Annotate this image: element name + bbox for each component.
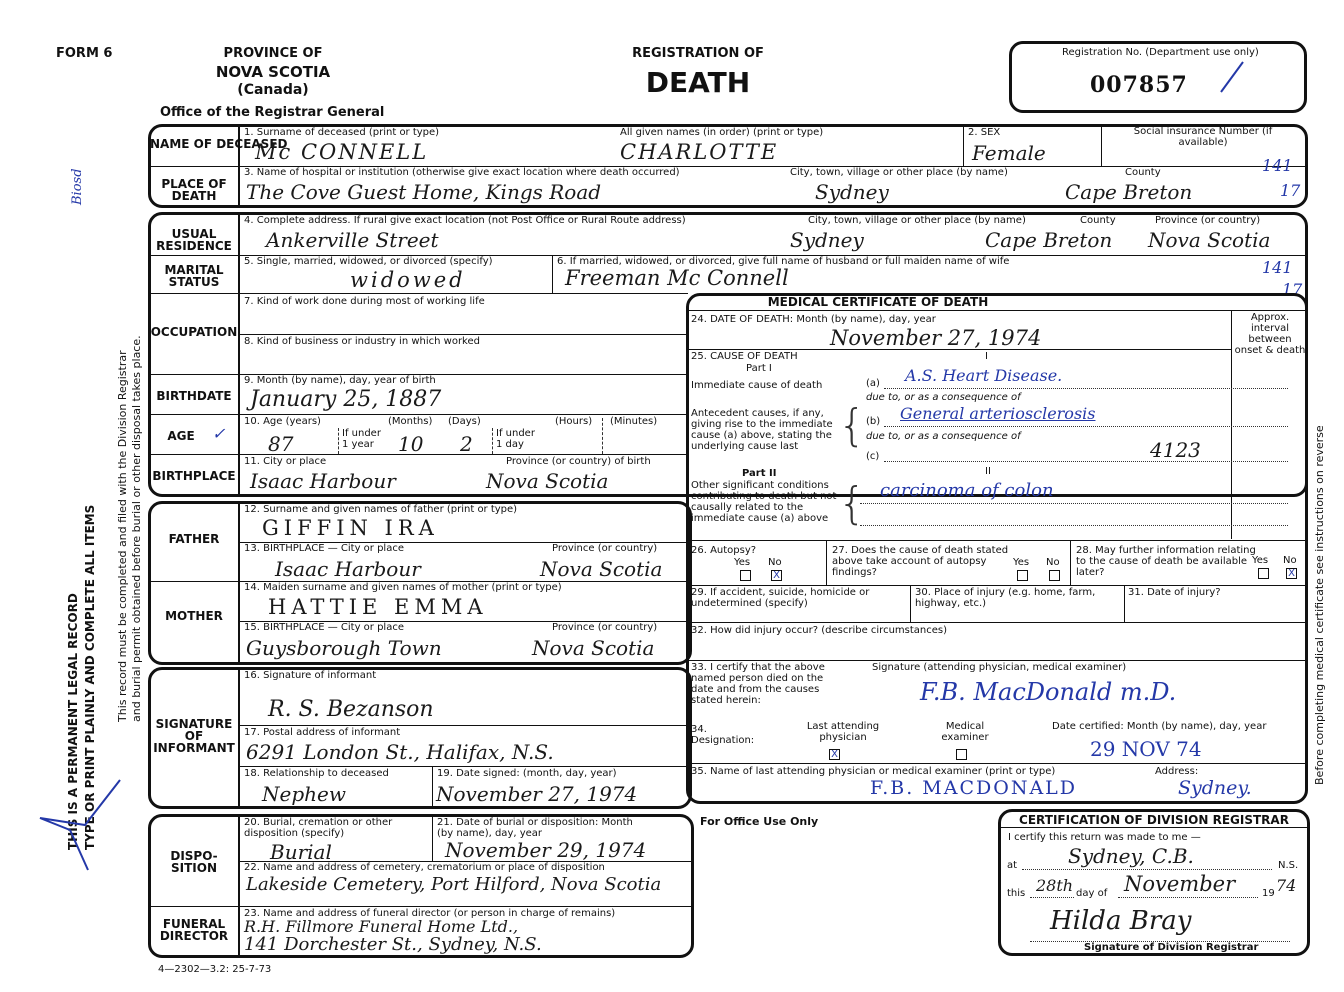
label-findings-no: No: [1046, 557, 1060, 568]
value-age-months: 10: [398, 432, 424, 456]
value-death-county: Cape Breton: [1065, 180, 1193, 204]
label-certify-return: I certify this return was made to me —: [1008, 832, 1201, 843]
label-further-yes: Yes: [1252, 555, 1269, 566]
label-interval: Approx. interval between onset & death: [1234, 312, 1306, 356]
label-due1: due to, or as a consequence of: [866, 392, 1021, 403]
label-date-injury: 31. Date of injury?: [1128, 587, 1221, 598]
checkbox-findings-no[interactable]: [1049, 570, 1060, 581]
value-residence-province: Nova Scotia: [1148, 228, 1271, 252]
form-number: FORM 6: [56, 46, 113, 61]
checkbox-medical-examiner[interactable]: [956, 749, 967, 760]
division-registrar-title: CERTIFICATION OF DIVISION REGISTRAR: [1019, 813, 1289, 827]
label-day-of: day of: [1076, 888, 1108, 899]
label-hospital: 3. Name of hospital or institution (otherwise give exact location where death occurred): [244, 167, 680, 178]
label-physician-signature: Signature (attending physician, medical examiner): [872, 662, 1127, 673]
document-title: DEATH: [645, 66, 751, 99]
office-title: Office of the Registrar General: [160, 105, 385, 120]
label-industry: 8. Kind of business or industry in which worked: [244, 336, 480, 347]
side-permanent-record: THIS IS A PERMANENT LEGAL RECORD: [66, 593, 80, 850]
label-office-use: For Office Use Only: [700, 815, 819, 828]
label-funeral: 23. Name and address of funeral director (or person in charge of remains): [244, 908, 616, 919]
label-sin: Social insurance Number (if available): [1133, 126, 1273, 148]
value-age-days: 2: [460, 432, 473, 456]
label-part2: Part II: [742, 468, 777, 479]
label-place-injury: 30. Place of injury (e.g. home, farm, highway, etc.): [915, 587, 1096, 609]
label-due2: due to, or as a consequence of: [866, 431, 1021, 442]
value-residence-city: Sydney: [790, 228, 864, 252]
value-informant-signature: R. S. Bezanson: [268, 697, 434, 722]
section-place-of-death: PLACE OF DEATH: [161, 177, 227, 203]
value-registrar-month: November: [1124, 872, 1236, 896]
value-code-c: 4123: [1150, 438, 1201, 462]
value-funeral-name: R.H. Fillmore Funeral Home Ltd.,: [244, 917, 519, 936]
value-relationship: Nephew: [262, 782, 346, 806]
code-county-1b: 17: [1280, 181, 1301, 200]
label-surname: 1. Surname of deceased (print or type): [244, 127, 440, 138]
label-last-attending: Last attending physician: [806, 721, 880, 743]
label-given-names: All given names (in order) (print or type): [620, 127, 824, 138]
label-residence-city: City, town, village or other place (by name): [808, 215, 1026, 226]
label-disposition: 20. Burial, cremation or other disposition (specify): [244, 817, 393, 839]
value-father-province: Nova Scotia: [540, 557, 663, 581]
age-check-icon: ✓: [212, 424, 226, 443]
margin-scribble-icon: [30, 770, 130, 880]
value-disposition: Burial: [270, 840, 332, 864]
value-cause-a: A.S. Heart Disease.: [905, 366, 1063, 385]
value-date-certified: 29 NOV 74: [1090, 737, 1202, 761]
label-year-prefix: 19: [1262, 888, 1275, 899]
label-sex: 2. SEX: [968, 127, 1001, 138]
label-ns: N.S.: [1278, 860, 1299, 871]
label-under-day: If under 1 day: [496, 428, 535, 450]
label-other-conditions: Other significant conditions contributing to death but not causally related to the immediate cause (a) above: [691, 480, 837, 524]
label-age-hours: (Hours): [555, 416, 593, 427]
label-work: 7. Kind of work done during most of working life: [244, 296, 485, 307]
value-birth-province: Nova Scotia: [486, 469, 609, 493]
checkbox-last-attending[interactable]: X: [829, 749, 840, 760]
section-signature-informant: SIGNATURE OF INFORMANT: [153, 717, 235, 755]
label-autopsy-yes: Yes: [734, 557, 751, 568]
value-registrar-signature: Hilda Bray: [1050, 906, 1192, 936]
brace-other-icon: {: [838, 478, 866, 529]
value-age-years: 87: [268, 432, 294, 456]
checkbox-further-yes[interactable]: [1258, 568, 1269, 579]
province-name: NOVA SCOTIA: [215, 63, 331, 81]
value-surname: Mc CONNELL: [255, 140, 429, 164]
value-other-conditions: carcinoma of colon: [880, 480, 1054, 501]
label-c: (c): [866, 451, 880, 462]
label-roman1: I: [985, 351, 988, 362]
label-under-year: If under 1 year: [342, 428, 381, 450]
form-code: 4—2302—3.2: 25-7-73: [158, 964, 272, 975]
side-type-print: TYPE OR PRINT PLAINLY AND COMPLETE ALL ITEMS: [83, 504, 97, 850]
label-birth-city: 11. City or place: [244, 456, 327, 467]
label-date-certified: Date certified: Month (by name), day, year: [1052, 721, 1267, 732]
label-residence-address: 4. Complete address. If rural give exact location (not Post Office or Rural Route address): [244, 215, 686, 226]
value-funeral-address: 141 Dorchester St., Sydney, N.S.: [244, 934, 542, 955]
value-father-city: Isaac Harbour: [275, 557, 421, 581]
label-this: this: [1007, 888, 1026, 899]
value-cemetery: Lakeside Cemetery, Port Hilford, Nova Scotia: [246, 874, 662, 895]
province-of: PROVINCE OF: [223, 46, 323, 61]
value-burial-date: November 29, 1974: [445, 838, 647, 862]
label-burial-date: 21. Date of burial or disposition: Month (by name), day, year: [437, 817, 633, 839]
code-county-2: 141: [1262, 258, 1293, 277]
label-father-birthplace: 13. BIRTHPLACE — City or place: [244, 543, 404, 554]
label-mother-birthplace: 15. BIRTHPLACE — City or place: [244, 622, 404, 633]
section-age: AGE: [167, 429, 195, 443]
check-mark-icon: [1217, 58, 1247, 94]
value-marital: widowed: [350, 268, 466, 292]
section-funeral-director: FUNERAL DIRECTOR: [159, 917, 229, 943]
label-autopsy-findings: 27. Does the cause of death stated above take account of autopsy findings?: [832, 545, 1009, 578]
label-b: (b): [866, 416, 881, 427]
label-findings-yes: Yes: [1013, 557, 1030, 568]
label-division-signature: Signature of Division Registrar: [1084, 942, 1259, 953]
section-birthplace: BIRTHPLACE: [152, 469, 236, 483]
label-informant-address: 17. Postal address of informant: [244, 727, 401, 738]
label-autopsy: 26. Autopsy?: [691, 545, 757, 556]
label-further-no: No: [1283, 555, 1297, 566]
value-birth-city: Isaac Harbour: [250, 469, 396, 493]
label-mother-name: 14. Maiden surname and given names of mother (print or type): [244, 582, 562, 593]
label-how-injury: 32. How did injury occur? (describe circumstances): [691, 625, 948, 636]
label-part1: Part I: [746, 363, 772, 374]
section-occupation: OCCUPATION: [150, 325, 238, 339]
value-father-name: GIFFIN IRA: [262, 516, 439, 540]
label-certify: 33. I certify that the above named person died on the date and from the causes stated herein:: [691, 662, 825, 706]
label-death-date: 24. DATE OF DEATH: Month (by name), day, year: [691, 314, 936, 325]
label-age-days: (Days): [448, 416, 481, 427]
section-disposition: DISPO- SITION: [170, 849, 218, 875]
checkbox-autopsy-yes[interactable]: [740, 570, 751, 581]
label-physician-address: Address:: [1155, 766, 1199, 777]
value-hospital: The Cove Guest Home, Kings Road: [246, 180, 602, 204]
label-marital: 5. Single, married, widowed, or divorced (specify): [244, 256, 493, 267]
value-mother-province: Nova Scotia: [532, 636, 655, 660]
registration-number-box: [1009, 41, 1307, 113]
label-father-province: Province (or country): [552, 543, 658, 554]
label-spouse: 6. If married, widowed, or divorced, give full name of husband or full maiden name of wife: [557, 256, 1010, 267]
label-residence-province: Province (or country): [1155, 215, 1261, 226]
label-age-months: (Months): [388, 416, 433, 427]
label-birth-province: Province (or country) of birth: [506, 456, 651, 467]
section-name-of-deceased: NAME OF DECEASED: [150, 137, 288, 151]
label-roman2: II: [985, 466, 991, 477]
label-residence-county: County: [1080, 215, 1116, 226]
section-mother: MOTHER: [165, 609, 223, 623]
label-physician-name: 35. Name of last attending physician or medical examiner (print or type): [691, 766, 1056, 777]
value-given-names: CHARLOTTE: [620, 140, 779, 164]
label-further-info: 28. May further information relating to the cause of death be available later?: [1076, 545, 1256, 578]
code-county-2b: 17: [1282, 280, 1303, 299]
label-mother-province: Province (or country): [552, 622, 658, 633]
value-physician-name: F.B. MACDONALD: [870, 777, 1078, 799]
section-marital-status: MARITAL STATUS: [164, 263, 224, 289]
label-immediate: Immediate cause of death: [691, 380, 823, 391]
value-death-city: Sydney: [815, 180, 889, 204]
label-at: at: [1007, 860, 1018, 871]
label-relationship: 18. Relationship to deceased: [244, 768, 389, 779]
value-residence-county: Cape Breton: [985, 228, 1113, 252]
country: (Canada): [237, 82, 309, 98]
value-date-signed: November 27, 1974: [436, 782, 638, 806]
code-county-1: 141: [1262, 156, 1293, 175]
checkbox-findings-yes[interactable]: [1017, 570, 1028, 581]
value-registrar-at: Sydney, C.B.: [1068, 844, 1194, 868]
value-residence-address: Ankerville Street: [266, 228, 439, 252]
brace-antecedent-icon: {: [838, 400, 866, 451]
label-accident: 29. If accident, suicide, homicide or undetermined (specify): [691, 587, 870, 609]
value-mother-name: HATTIE EMMA: [268, 595, 488, 619]
label-autopsy-no: No: [768, 557, 782, 568]
registration-of: REGISTRATION OF: [632, 46, 764, 61]
margin-annotation: Biosd: [70, 168, 85, 205]
side-burial-permit: and burial permit obtained before burial or other disposal takes place.: [130, 335, 143, 722]
label-designation: 34. Designation:: [691, 724, 755, 746]
value-spouse: Freeman Mc Connell: [565, 266, 789, 290]
label-age-minutes: (Minutes): [610, 416, 658, 427]
label-father-name: 12. Surname and given names of father (print or type): [244, 504, 518, 515]
section-usual-residence: USUAL RESIDENCE: [156, 227, 232, 253]
value-informant-address: 6291 London St., Halifax, N.S.: [246, 740, 554, 764]
label-date-signed: 19. Date signed: (month, day, year): [437, 768, 617, 779]
section-father: FATHER: [168, 532, 220, 546]
label-death-city: City, town, village or other place (by name): [790, 167, 1008, 178]
side-instructions: Before completing medical certificate see instructions on reverse: [1313, 425, 1326, 785]
value-physician-signature: F.B. MacDonald m.D.: [920, 678, 1177, 706]
medical-certificate-title: MEDICAL CERTIFICATE OF DEATH: [767, 295, 989, 309]
checkbox-autopsy-no[interactable]: X: [771, 570, 782, 581]
side-must-complete: This record must be completed and filed with the Division Registrar: [116, 350, 129, 722]
checkbox-further-no[interactable]: X: [1286, 568, 1297, 579]
value-birthdate: January 25, 1887: [250, 387, 442, 412]
value-cause-b: General arteriosclerosis: [900, 404, 1096, 423]
value-sex: Female: [972, 141, 1046, 165]
value-registrar-year: 74: [1276, 876, 1297, 895]
label-cemetery: 22. Name and address of cemetery, crematorium or place of disposition: [244, 862, 605, 873]
reg-no-label: Registration No. (Department use only): [1062, 47, 1259, 58]
section-birthdate: BIRTHDATE: [156, 389, 232, 403]
label-medical-examiner: Medical examiner: [941, 721, 989, 743]
label-birthdate: 9. Month (by name), day, year of birth: [244, 375, 436, 386]
value-physician-address: Sydney.: [1178, 777, 1252, 799]
label-cause: 25. CAUSE OF DEATH: [691, 351, 798, 362]
value-registrar-day: 28th: [1036, 876, 1074, 895]
label-antecedent: Antecedent causes, if any, giving rise to the immediate cause (a) above, stating the underlying cause last: [691, 408, 833, 452]
label-age-years: 10. Age (years): [244, 416, 321, 427]
registration-number: 007857: [1090, 72, 1188, 98]
label-a: (a): [866, 378, 880, 389]
label-informant-signature: 16. Signature of informant: [244, 670, 377, 681]
value-mother-city: Guysborough Town: [246, 636, 442, 660]
label-death-county: County: [1125, 167, 1161, 178]
value-death-date: November 27, 1974: [830, 326, 1042, 350]
